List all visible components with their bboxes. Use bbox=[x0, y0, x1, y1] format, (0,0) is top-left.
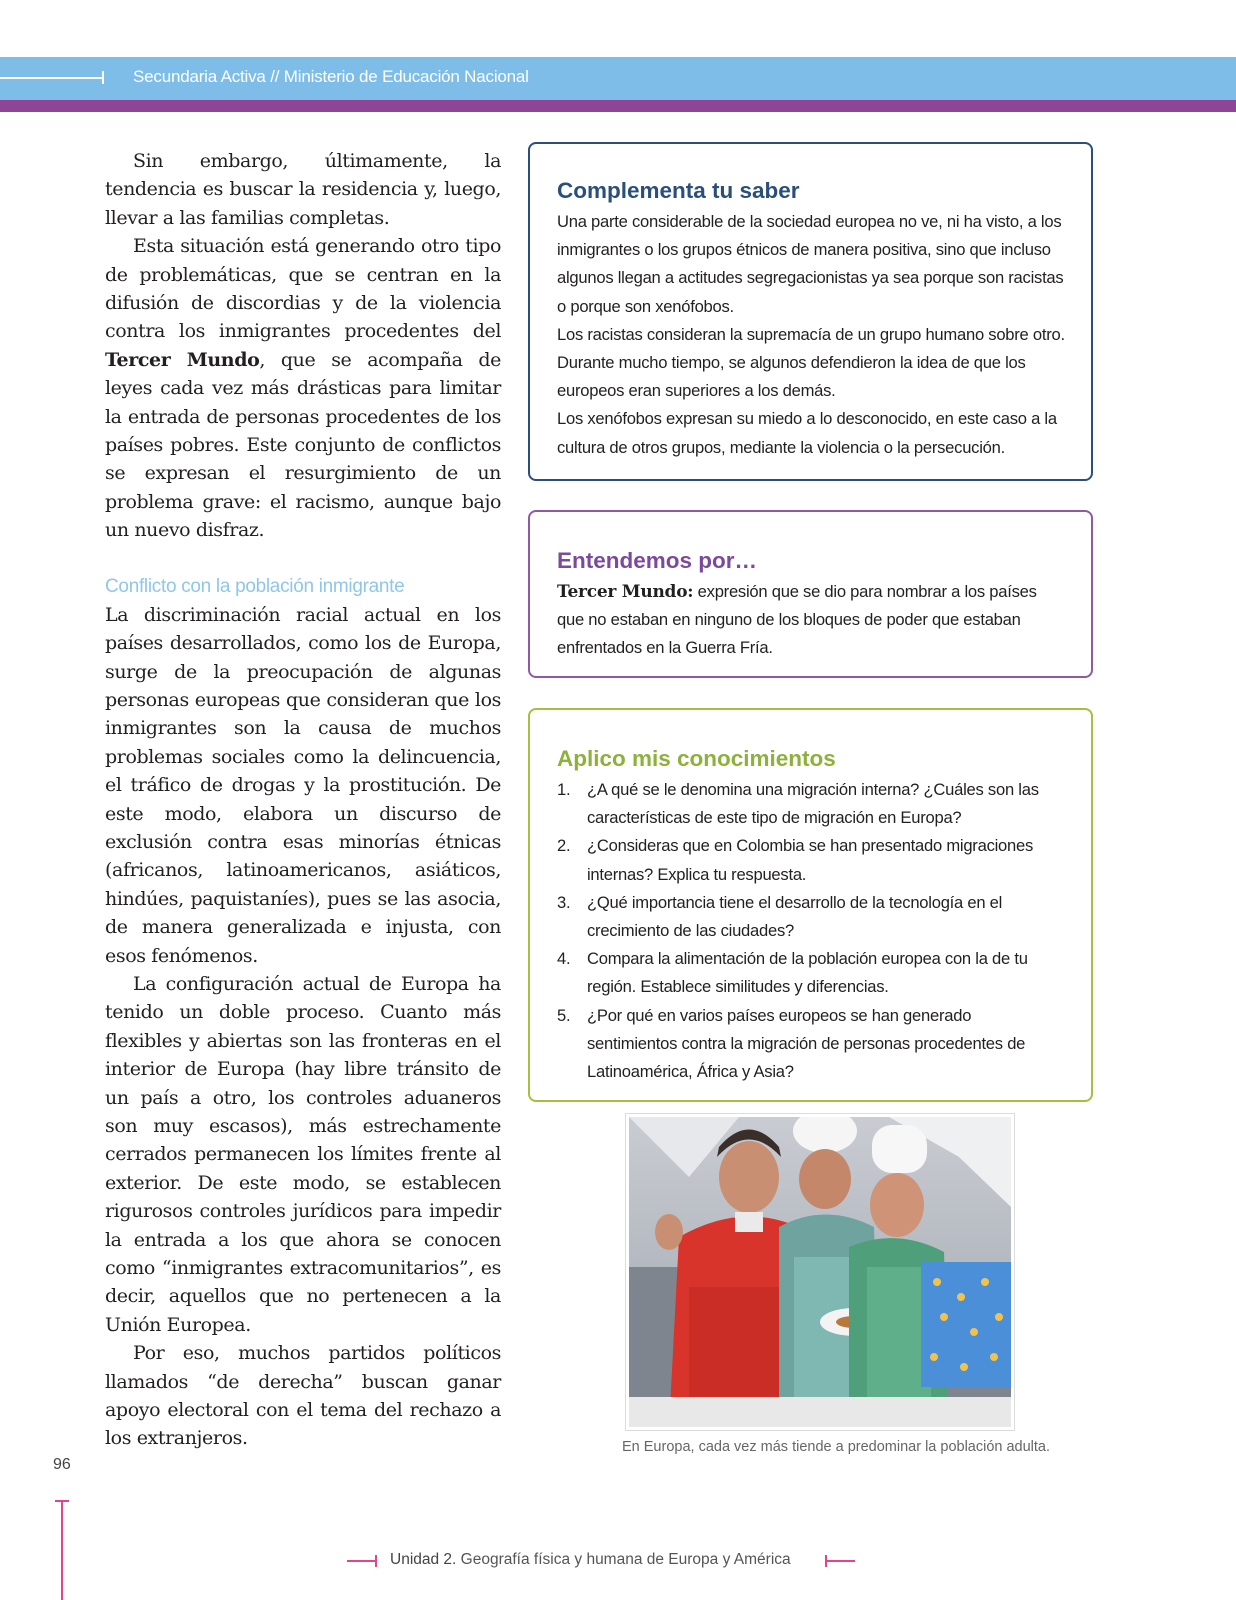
question-number: 4. bbox=[557, 949, 571, 969]
page-number: 96 bbox=[53, 1456, 71, 1473]
footer-title: Geografía física y humana de Europa y América bbox=[456, 1551, 791, 1568]
paragraph-1: Sin embargo, últimamente, la tendencia es buscar la residencia y, luego, llevar a las familias completas. bbox=[105, 150, 501, 229]
complementa-paragraph-3: Los xenófobos expresan su miedo a lo desconocido, en este caso a la cultura de otros grupos, mediante la violencia o la persecución. bbox=[557, 409, 1057, 457]
tercer-mundo-term: Tercer Mundo bbox=[105, 348, 260, 371]
paragraph-2-text-a: Esta situación está generando otro tipo de problemáticas, que se centran en la difusión de discordias y de la violencia contra los inmigrantes procedentes del bbox=[105, 235, 501, 343]
header-stripe bbox=[0, 100, 1236, 112]
question-item bbox=[557, 832, 1065, 888]
paragraph-2 bbox=[105, 232, 501, 544]
margin-line bbox=[61, 1500, 63, 1600]
footer-tick-left bbox=[375, 1555, 377, 1567]
complementa-paragraph-2: Los racistas consideran la supremacía de un grupo humano sobre otro. Durante mucho tiempo, se algunos defendieron la idea de que los europeos eran superiores a los demás. bbox=[557, 324, 1065, 401]
entendemos-definition-paragraph bbox=[557, 578, 1065, 663]
question-item bbox=[557, 1002, 1065, 1087]
entendemos-definition: expresión que se dio para nombrar a los países que no estaban en ninguno de los bloques de poder que estaban enfrentados en la Guerra Fría. bbox=[557, 582, 1037, 658]
header-title: Secundaria Activa // Ministerio de Educación Nacional bbox=[133, 67, 529, 86]
question-text: ¿Consideras que en Colombia se han presentado migraciones internas? Explica tu respuesta. bbox=[587, 836, 1034, 884]
aplico-box bbox=[528, 708, 1093, 1102]
aplico-title: Aplico mis conocimientos bbox=[557, 746, 836, 771]
question-item bbox=[557, 889, 1065, 945]
question-number: 1. bbox=[557, 780, 571, 799]
question-number: 3. bbox=[557, 892, 571, 912]
photo-illustration bbox=[629, 1117, 1011, 1427]
question-number: 5. bbox=[557, 1005, 571, 1025]
complementa-box bbox=[528, 142, 1093, 481]
footer-unit: Unidad 2. bbox=[390, 1551, 457, 1568]
footer-rule-right bbox=[825, 1560, 855, 1562]
paragraph-4: La configuración actual de Europa ha tenido un doble proceso. Cuanto más flexibles y abiertas son las fronteras en el interior de Europa (hay libre tránsito de un país a otro, los controles aduaneros son muy escasos), más estrechamente cerrados permanecen los límites frente al exterior. De este modo, se establecen rigurosos controles jurídicos para impedir la entrada a los que ahora se conocen como “inmigrantes extracomunitarios”, es decir, aquellos que no pertenecen a la Unión Europea. bbox=[105, 972, 501, 1336]
header-tick bbox=[102, 71, 104, 84]
photo-caption: En Europa, cada vez más tiende a predominar la población adulta. bbox=[622, 1439, 1051, 1455]
section-subheading: Conflicto con la población inmigrante bbox=[105, 575, 405, 597]
paragraph-2-text-b: , que se acompaña de leyes cada vez más drásticas para limitar la entrada de personas procedentes de los países pobres. Este conjunto de conflictos se expresan el resurgimiento de un problema grave: el racismo, aunque bajo un nuevo disfraz. bbox=[105, 348, 501, 542]
question-number: 2. bbox=[557, 836, 571, 856]
paragraph-3: La discriminación racial actual en los países desarrollados, como los de Europa, surge de la preocupación de algunas personas europeas que consideran que los inmigrantes son la causa de muchos problemas sociales como la delincuencia, el tráfico de drogas y la prostitución. De este modo, elabora un discurso de exclusión contra esas minorías étnicas (africanos, latinoamericanos, asiáticos, hindúes, paquistaníes), pues se las asocia, de manera generalizada e injusta, con esos fenómenos. bbox=[105, 603, 501, 967]
footer-rule-left bbox=[347, 1560, 377, 1562]
complementa-paragraph-1: Una parte considerable de la sociedad europea no ve, ni ha visto, a los inmigrantes o los grupos étnicos de manera positiva, sino que incluso algunos llegan a actitudes segregacionistas ya sea porque son racistas o porque son xenófobos. bbox=[557, 212, 1064, 316]
header-rule bbox=[0, 77, 104, 79]
entendemos-box bbox=[528, 510, 1093, 678]
question-text: ¿A qué se le denomina una migración interna? ¿Cuáles son las características de este tipo de migración en Europa? bbox=[587, 780, 1039, 828]
question-item bbox=[557, 945, 1065, 1001]
question-text: ¿Por qué en varios países europeos se han generado sentimientos contra la migración de personas procedentes de Latinoamérica, África y Asia? bbox=[587, 1005, 1026, 1082]
question-item bbox=[557, 776, 1065, 832]
entendemos-title: Entendemos por… bbox=[557, 548, 758, 573]
complementa-title: Complementa tu saber bbox=[557, 178, 800, 203]
question-text: ¿Qué importancia tiene el desarrollo de la tecnología en el crecimiento de las ciudades? bbox=[587, 892, 1003, 941]
question-text: Compara la alimentación de la población europea con la de tu región. Establece similitudes y diferencias. bbox=[587, 949, 1028, 997]
entendemos-term: Tercer Mundo: bbox=[557, 582, 694, 602]
footer-unit-title bbox=[390, 1551, 791, 1569]
paragraph-5: Por eso, muchos partidos políticos llamados “de derecha” buscan ganar apoyo electoral con el tema del rechazo a los extranjeros. bbox=[105, 1342, 501, 1450]
question-list bbox=[557, 776, 1065, 1086]
photo-adults bbox=[626, 1114, 1014, 1430]
main-text-column bbox=[105, 147, 501, 1453]
